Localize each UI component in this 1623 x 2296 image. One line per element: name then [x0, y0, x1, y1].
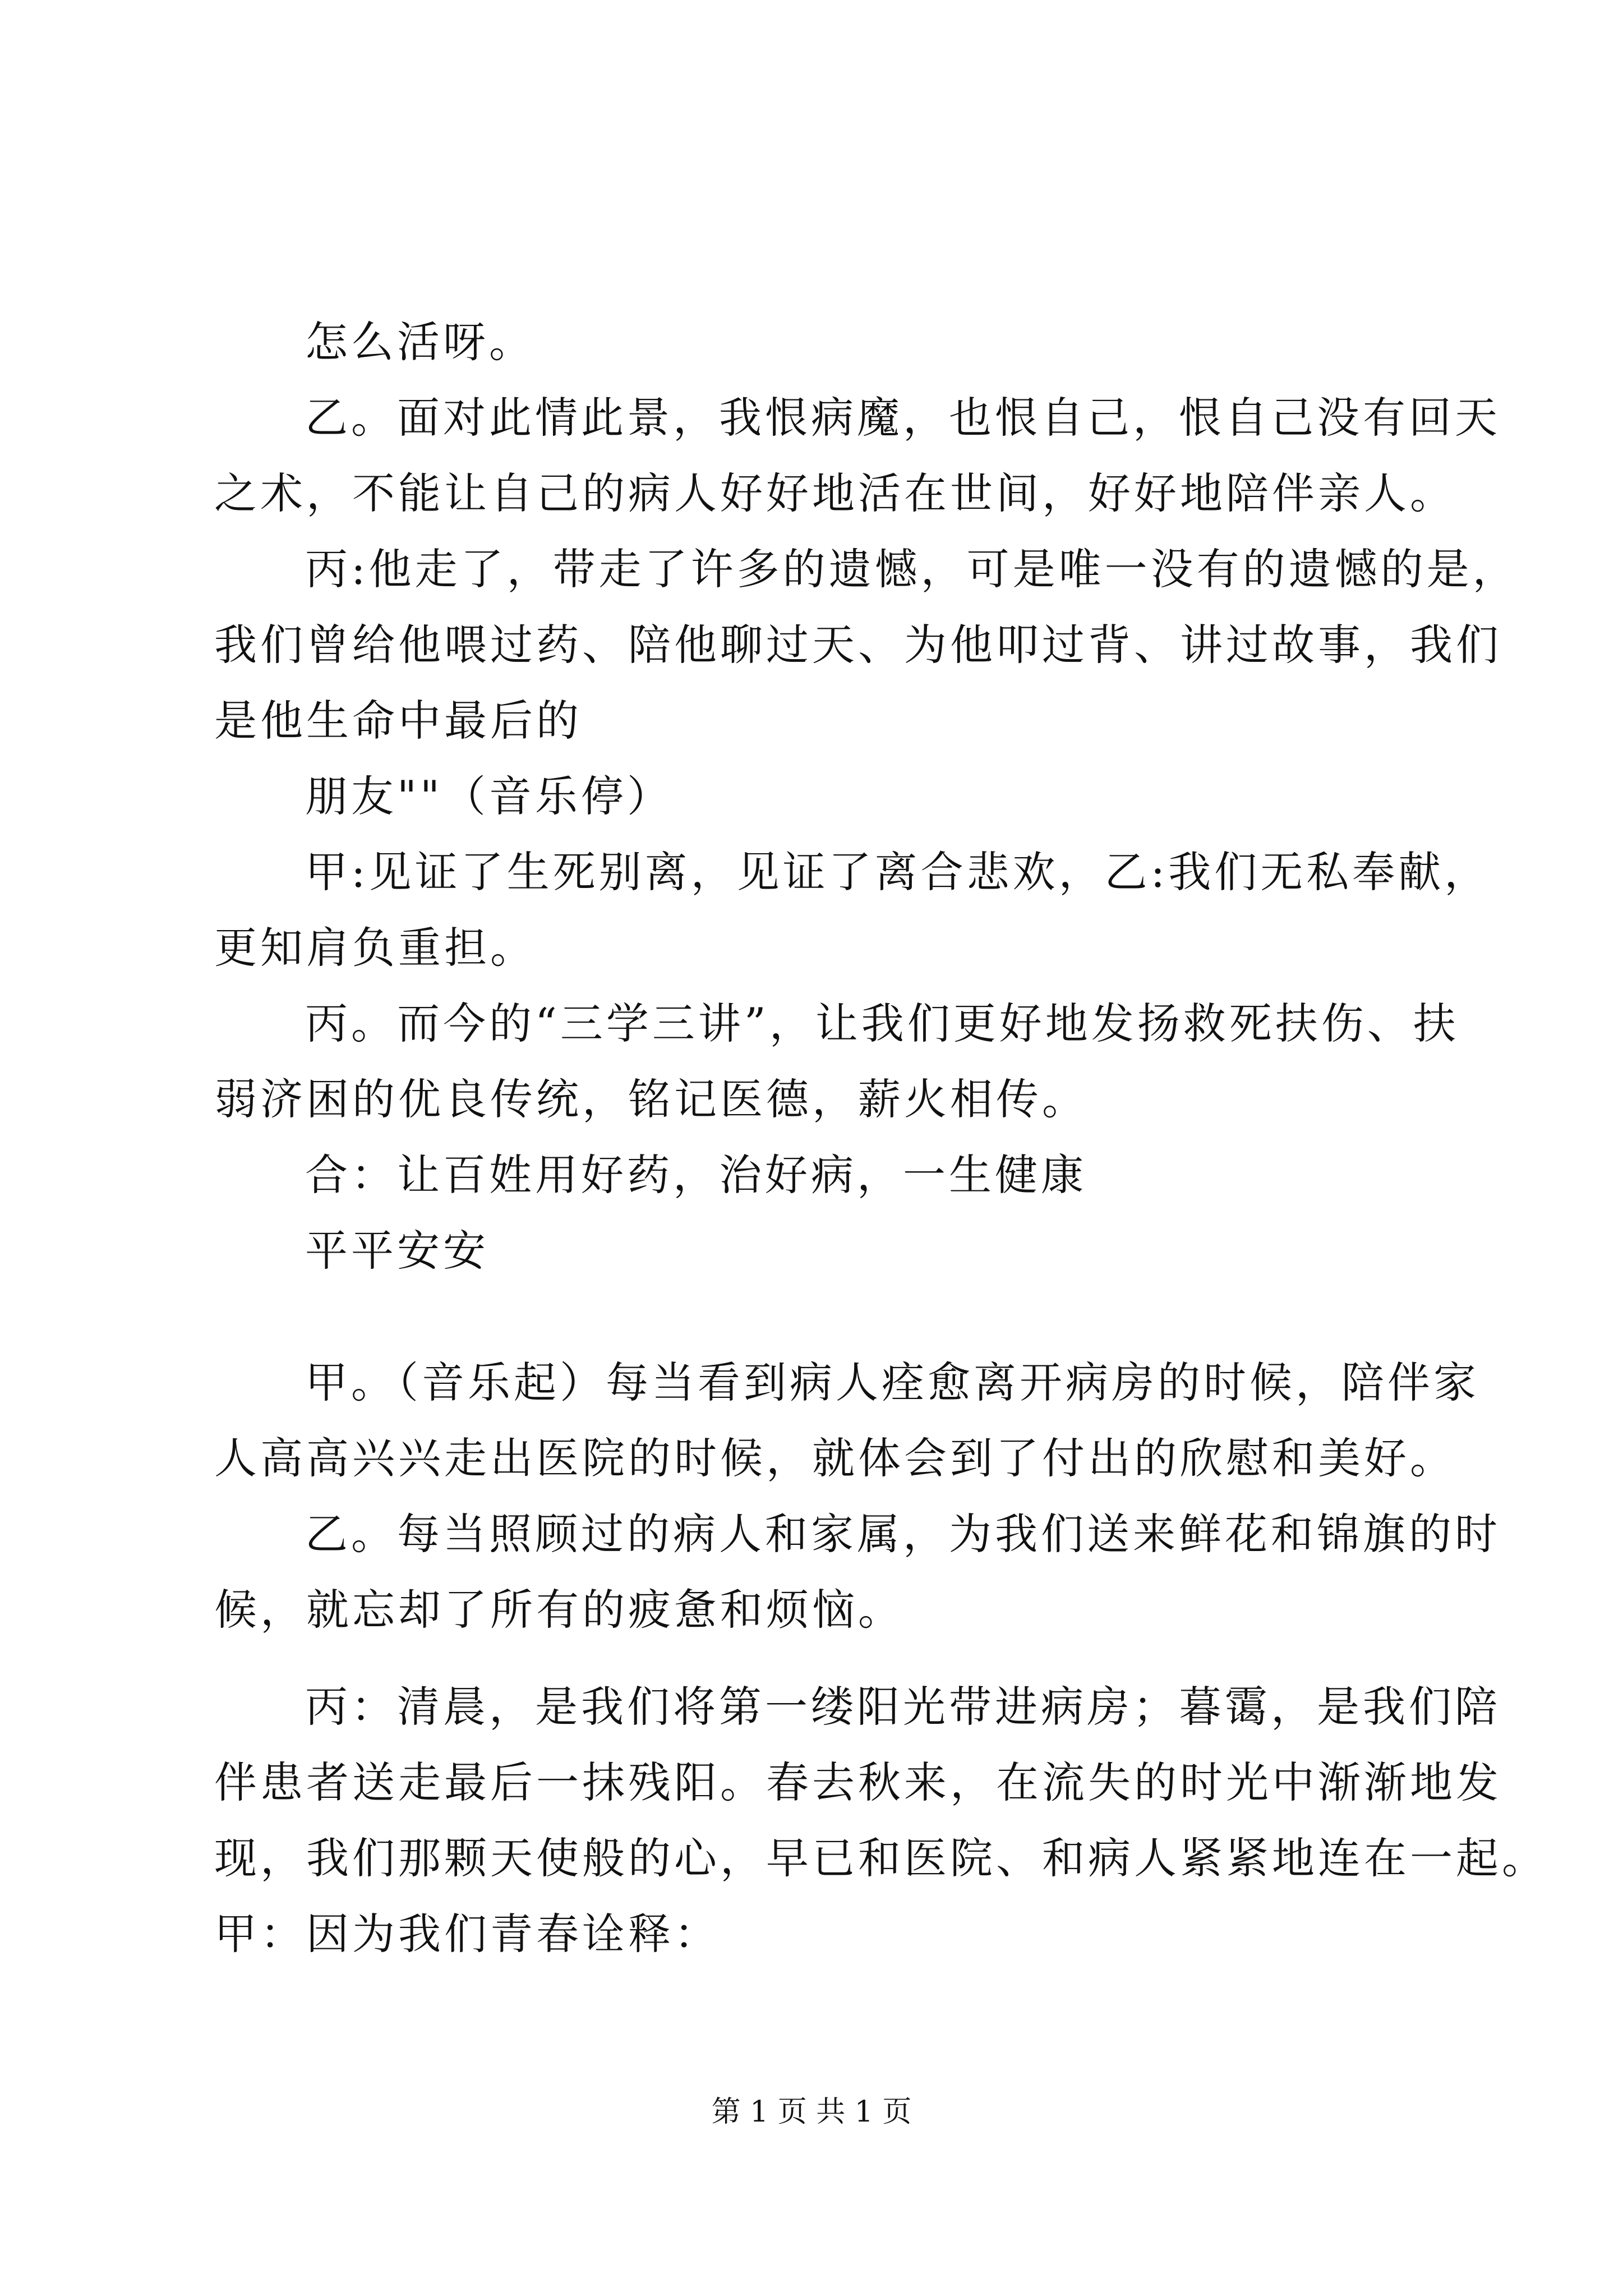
text-line: 我们曾给他喂过药、陪他聊过天、为他叩过背、讲过故事，我们 [214, 620, 1502, 670]
text-line: 平平安安 [305, 1226, 489, 1276]
text-line: 伴患者送走最后一抹残阳。春去秋来，在流失的时光中渐渐地发 [214, 1757, 1502, 1807]
text-line: 怎么活呀。 [305, 317, 535, 367]
text-line: 人高高兴兴走出医院的时候，就体会到了付出的欣慰和美好。 [214, 1433, 1456, 1483]
text-line: 候，就忘却了所有的疲惫和烦恼。 [214, 1585, 904, 1635]
text-line: 丙：清晨，是我们将第一缕阳光带进病房；暮霭，是我们陪 [305, 1682, 1501, 1732]
text-line: 甲：因为我们青春诠释： [214, 1909, 720, 1959]
text-line: 乙。每当照顾过的病人和家属，为我们送来鲜花和锦旗的时 [305, 1509, 1501, 1559]
page-footer: 第 1 页 共 1 页 [711, 2095, 912, 2129]
text-line: 现，我们那颗天使般的心，早已和医院、和病人紧紧地连在一起。 [214, 1833, 1548, 1883]
text-line: 是他生命中最后的 [214, 696, 582, 746]
text-line: 丙:他走了，带走了许多的遗憾，可是唯一没有的遗憾的是， [305, 544, 1519, 594]
text-line: 弱济困的优良传统，铭记医德，薪火相传。 [214, 1074, 1088, 1124]
text-line: 甲:见证了生死别离，见证了离合悲欢，乙:我们无私奉献， [305, 847, 1491, 897]
text-line: 乙。面对此情此景，我恨病魔，也恨自己，恨自己没有回天 [305, 393, 1501, 443]
text-line: 甲。（音乐起）每当看到病人痊愈离开病房的时候，陪伴家 [305, 1358, 1479, 1407]
text-line: 更知肩负重担。 [214, 923, 536, 973]
text-line: 合：让百姓用好药，治好病，一生健康 [305, 1150, 1087, 1200]
text-line: 朋友""（音乐停） [305, 771, 673, 821]
text-line: 丙。而今的“三学三讲”，让我们更好地发扬救死扶伤、扶 [305, 999, 1459, 1048]
text-line: 之术，不能让自己的病人好好地活在世间，好好地陪伴亲人。 [214, 468, 1456, 518]
